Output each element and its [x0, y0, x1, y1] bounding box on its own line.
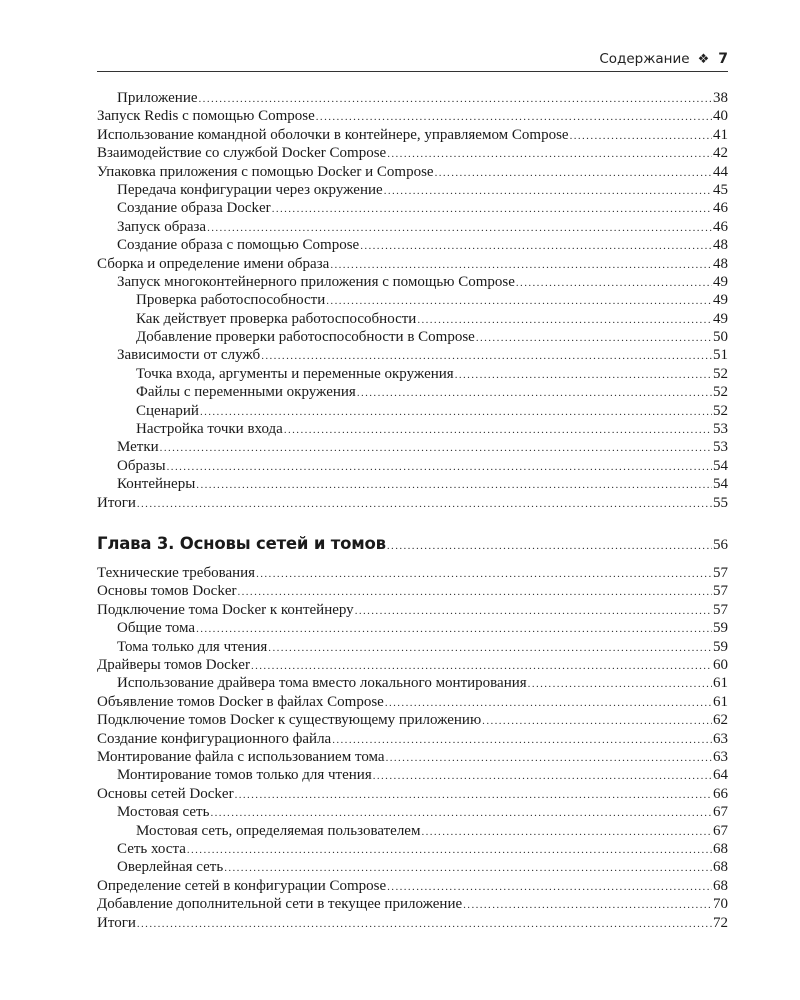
toc-entry-title: Монтирование файла с использованием тома	[97, 748, 385, 765]
dot-leader	[385, 694, 712, 712]
dot-leader	[476, 329, 712, 347]
toc-entry-title: Общие тома	[117, 620, 196, 637]
toc-entry-page: 61	[713, 693, 728, 710]
toc-entry-page: 59	[713, 638, 728, 655]
toc-entry-page: 63	[713, 748, 728, 765]
toc-entry-title: Использование командной оболочки в контейнере, управляемом Compose	[97, 126, 569, 143]
dot-leader	[284, 421, 712, 439]
toc-entry[interactable]	[97, 785, 728, 803]
dot-leader	[200, 403, 712, 421]
dot-leader	[272, 200, 712, 218]
dot-leader	[256, 565, 712, 583]
toc-entry-page: 50	[713, 329, 728, 346]
toc-entry[interactable]	[97, 638, 728, 656]
toc-entry-page: 54	[713, 476, 728, 493]
toc-entry-page: 52	[713, 384, 728, 401]
dot-leader	[417, 311, 712, 329]
toc-entry[interactable]	[97, 601, 728, 619]
toc-entry-page: 72	[713, 914, 728, 931]
toc-entry[interactable]	[97, 693, 728, 711]
toc-entry-title: Запуск образа	[117, 218, 207, 235]
toc-entry-title: Подключение тома Docker к контейнеру	[97, 601, 354, 618]
toc-entry[interactable]	[97, 402, 728, 420]
toc-entry-page: 49	[713, 273, 728, 290]
toc-entry[interactable]	[97, 218, 728, 236]
toc-entry[interactable]	[97, 656, 728, 674]
toc-entry[interactable]	[97, 494, 728, 512]
toc-entry-title: Объявление томов Docker в файлах Compose	[97, 693, 384, 710]
toc-entry-title: Упаковка приложения с помощью Docker и Compose	[97, 163, 434, 180]
toc-entry[interactable]	[97, 914, 728, 932]
toc-entry-page: 44	[713, 163, 728, 180]
toc-entry-page: 54	[713, 457, 728, 474]
toc-entry-page: 53	[713, 439, 728, 456]
dot-leader	[463, 896, 712, 914]
toc-entry[interactable]	[97, 236, 728, 254]
toc-entry-title: Точка входа, аргументы и переменные окружения	[136, 365, 454, 382]
toc-entry-page: 42	[713, 145, 728, 162]
dot-leader	[326, 292, 712, 310]
toc-entry[interactable]	[97, 619, 728, 637]
toc-entry-page: 57	[713, 583, 728, 600]
toc-entry-title: Запуск многоконтейнерного приложения с помощью Compose	[117, 273, 515, 290]
dot-leader	[570, 127, 712, 145]
toc-entry-page: 67	[713, 804, 728, 821]
toc-entry-page: 51	[713, 347, 728, 364]
toc-entry-page: 40	[713, 108, 728, 125]
header-page-number: 7	[718, 51, 728, 67]
toc-entry-title: Добавление проверки работоспособности в Compose	[136, 329, 475, 346]
dot-leader	[387, 537, 712, 555]
toc-chapter-heading[interactable]	[97, 535, 728, 565]
toc-entry-title: Монтирование томов только для чтения	[117, 767, 372, 784]
dot-leader	[332, 731, 712, 749]
dot-leader	[137, 495, 712, 513]
dot-leader	[224, 859, 712, 877]
toc-entry-title: Контейнеры	[117, 476, 196, 493]
toc-entry-title: Оверлейная сеть	[117, 859, 224, 876]
dot-leader	[330, 256, 712, 274]
toc-entry-page: 46	[713, 200, 728, 217]
dot-leader	[235, 786, 712, 804]
toc-entry-page: 41	[713, 126, 728, 143]
fleuron-icon: ❖	[697, 51, 710, 67]
dot-leader	[355, 602, 712, 620]
toc-entry[interactable]	[97, 163, 728, 181]
toc-entry-page: 38	[713, 90, 728, 106]
dot-leader	[435, 164, 712, 182]
toc-entry[interactable]	[97, 107, 728, 125]
toc-entry[interactable]	[97, 895, 728, 913]
dot-leader	[482, 712, 712, 730]
dot-leader	[373, 767, 712, 785]
dot-leader	[316, 108, 712, 126]
dot-leader	[528, 675, 712, 693]
toc-entry-page: 45	[713, 181, 728, 198]
table-of-contents	[97, 89, 728, 932]
toc-entry-page: 68	[713, 877, 728, 894]
chapter-page: 56	[713, 536, 728, 553]
toc-entry-page: 60	[713, 657, 728, 674]
toc-section-chapter-2-continued	[97, 89, 728, 512]
chapter-title: Глава 3. Основы сетей и томов	[97, 533, 386, 553]
toc-entry-title: Образы	[117, 457, 166, 474]
dot-leader	[237, 583, 712, 601]
toc-entry-page: 68	[713, 859, 728, 876]
dot-leader	[386, 749, 712, 767]
toc-entry-page: 48	[713, 237, 728, 254]
dot-leader	[196, 620, 712, 638]
toc-entry[interactable]	[97, 255, 728, 273]
toc-entry-title: Подключение томов Docker к существующему приложению	[97, 712, 482, 729]
toc-entry-title: Итоги	[97, 914, 136, 931]
toc-entry-title: Приложение	[117, 90, 198, 106]
dot-leader	[137, 915, 712, 933]
toc-entry[interactable]	[97, 564, 728, 582]
dot-leader	[261, 347, 712, 365]
toc-entry[interactable]	[97, 730, 728, 748]
dot-leader	[196, 476, 712, 494]
toc-entry-title: Использование драйвера тома вместо локального монтирования	[117, 675, 527, 692]
toc-entry-title: Создание конфигурационного файла	[97, 730, 332, 747]
toc-entry[interactable]	[97, 199, 728, 217]
toc-entry-page: 62	[713, 712, 728, 729]
toc-entry-title: Сеть хоста	[117, 840, 186, 857]
dot-leader	[421, 823, 712, 841]
toc-entry[interactable]	[97, 438, 728, 456]
dot-leader	[387, 878, 712, 896]
toc-entry-page: 63	[713, 730, 728, 747]
toc-entry[interactable]	[97, 383, 728, 401]
toc-entry[interactable]	[97, 475, 728, 493]
chapter-gap	[97, 512, 728, 535]
dot-leader	[387, 145, 712, 163]
toc-entry-page: 64	[713, 767, 728, 784]
toc-entry-title: Сценарий	[136, 402, 199, 419]
toc-entry-page: 49	[713, 292, 728, 309]
toc-entry[interactable]	[97, 273, 728, 291]
toc-entry-title: Основы сетей Docker	[97, 785, 234, 802]
toc-entry-title: Добавление дополнительной сети в текущее приложение	[97, 896, 463, 913]
toc-entry-title: Мостовая сеть	[117, 804, 210, 821]
toc-entry-page: 48	[713, 255, 728, 272]
toc-entry-title: Определение сетей в конфигурации Compose	[97, 877, 387, 894]
dot-leader	[357, 384, 712, 402]
toc-entry[interactable]	[97, 310, 728, 328]
toc-entry-page: 46	[713, 218, 728, 235]
toc-entry-page: 57	[713, 565, 728, 582]
toc-entry[interactable]	[97, 144, 728, 162]
toc-entry-title: Файлы с переменными окружения	[136, 384, 356, 401]
toc-entry[interactable]	[97, 674, 728, 692]
toc-entry-page: 68	[713, 840, 728, 857]
toc-entry[interactable]	[97, 126, 728, 144]
toc-entry[interactable]	[97, 766, 728, 784]
toc-entry[interactable]	[97, 840, 728, 858]
toc-entry[interactable]	[97, 346, 728, 364]
toc-entry[interactable]	[97, 877, 728, 895]
toc-entry[interactable]	[97, 420, 728, 438]
toc-entry-title: Создание образа Docker	[117, 200, 271, 217]
dot-leader	[360, 237, 712, 255]
toc-entry-title: Создание образа с помощью Compose	[117, 237, 360, 254]
dot-leader	[384, 182, 712, 200]
toc-entry-title: Итоги	[97, 494, 136, 511]
toc-entry-title: Проверка работоспособности	[136, 292, 326, 309]
dot-leader	[199, 90, 712, 108]
toc-entry[interactable]	[97, 822, 728, 840]
toc-entry-page: 67	[713, 822, 728, 839]
toc-entry[interactable]	[97, 858, 728, 876]
header-rule	[97, 71, 728, 72]
dot-leader	[455, 366, 712, 384]
toc-entry-title: Технические требования	[97, 565, 256, 582]
toc-entry-title: Как действует проверка работоспособности	[136, 310, 417, 327]
dot-leader	[160, 439, 712, 457]
toc-entry-title: Передача конфигурации через окружение	[117, 181, 383, 198]
toc-section-chapter-3	[97, 564, 728, 932]
toc-entry[interactable]	[97, 711, 728, 729]
toc-entry-page: 52	[713, 402, 728, 419]
toc-entry-page: 57	[713, 601, 728, 618]
toc-entry-page: 70	[713, 896, 728, 913]
toc-entry-title: Метки	[117, 439, 159, 456]
toc-entry-page: 61	[713, 675, 728, 692]
dot-leader	[210, 804, 712, 822]
toc-entry-title: Тома только для чтения	[117, 638, 268, 655]
toc-entry-page: 52	[713, 365, 728, 382]
toc-entry-title: Сборка и определение имени образа	[97, 255, 330, 272]
toc-entry[interactable]	[97, 89, 728, 107]
dot-leader	[251, 657, 712, 675]
dot-leader	[516, 274, 712, 292]
toc-entry-title: Зависимости от служб	[117, 347, 261, 364]
toc-entry-title: Взаимодействие со службой Docker Compose	[97, 145, 387, 162]
toc-entry[interactable]	[97, 181, 728, 199]
toc-entry[interactable]	[97, 457, 728, 475]
toc-entry-title: Драйверы томов Docker	[97, 657, 250, 674]
dot-leader	[268, 639, 712, 657]
toc-entry-title: Мостовая сеть, определяемая пользователем	[136, 822, 421, 839]
toc-entry-page: 55	[713, 494, 728, 511]
toc-entry-page: 59	[713, 620, 728, 637]
header-title: Содержание	[599, 51, 690, 67]
toc-entry-page: 53	[713, 421, 728, 438]
toc-entry-title: Основы томов Docker	[97, 583, 237, 600]
running-header	[97, 50, 728, 68]
toc-entry[interactable]	[97, 748, 728, 766]
toc-entry-title: Настройка точки входа	[136, 421, 283, 438]
toc-entry[interactable]	[97, 291, 728, 309]
toc-entry[interactable]	[97, 582, 728, 600]
dot-leader	[207, 219, 712, 237]
dot-leader	[187, 841, 712, 859]
toc-entry[interactable]	[97, 803, 728, 821]
toc-entry[interactable]	[97, 365, 728, 383]
dot-leader	[167, 458, 712, 476]
toc-entry-page: 49	[713, 310, 728, 327]
toc-entry-title: Запуск Redis с помощью Compose	[97, 108, 315, 125]
toc-entry-page: 66	[713, 785, 728, 802]
toc-entry[interactable]	[97, 328, 728, 346]
